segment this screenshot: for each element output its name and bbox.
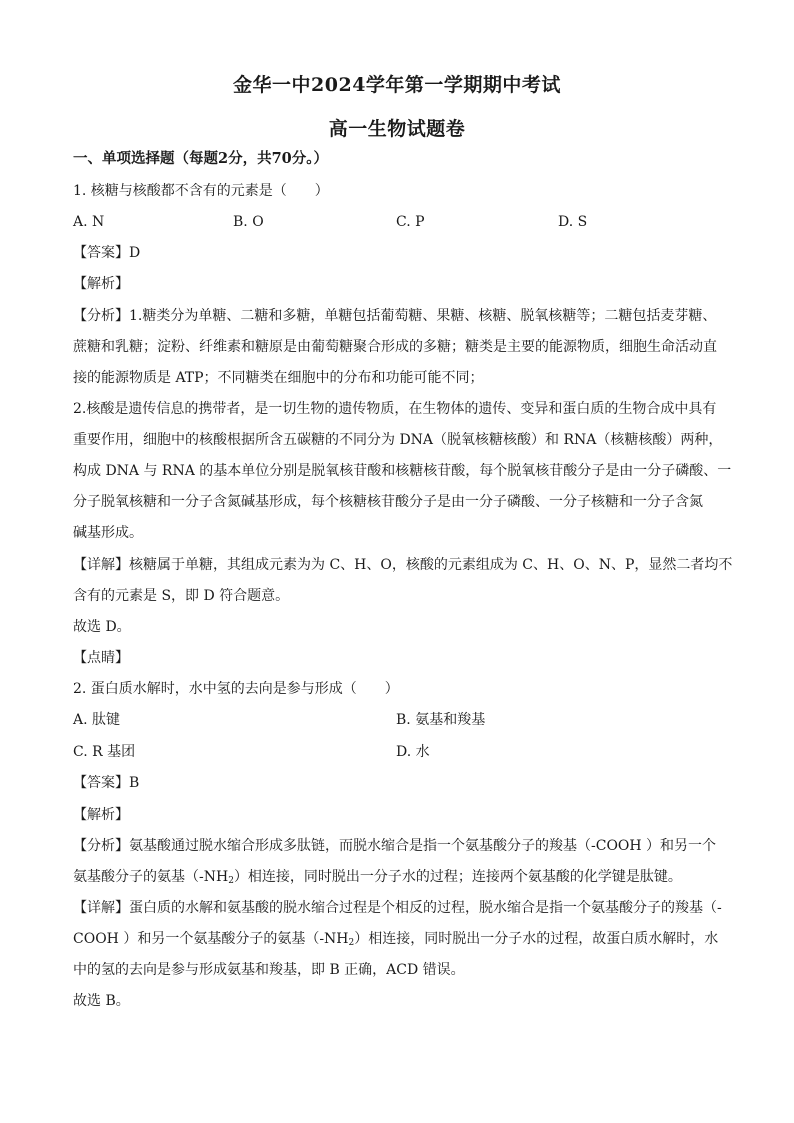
answer-value: B: [129, 775, 140, 791]
q1-detail-line: [73, 555, 733, 575]
q2-option-c: C. R 基团: [73, 744, 136, 760]
detail-tag: 【详解】: [73, 900, 129, 916]
q2-detail-line: 中的氢的去向是参与形成氨基和羧基，即 B 正确，ACD 错误。: [73, 962, 465, 978]
q2-analysis-line: [73, 867, 723, 887]
q1-analysis-line: 接的能源物质是 ATP；不同糖类在细胞中的分布和功能可能不同；: [73, 370, 484, 386]
detail-text: ）相连接，同时脱出一分子水的过程，故蛋白质水解时，水: [354, 931, 719, 947]
detail-text: COOH ）和另一个氨基酸分子的氨基（-NH: [73, 931, 349, 947]
q1-conclusion: 故选 D。: [73, 619, 131, 635]
q1-analysis-line: 分子脱氧核糖和一分子含氮碱基形成，每个核糖核苷酸分子是由一分子磷酸、一分子核糖和一分子含氮: [73, 494, 703, 510]
q1-analysis-line: [73, 306, 723, 326]
analysis-text: 氨基酸通过脱水缩合形成多肽链，而脱水缩合是指一个氨基酸分子的羧基（-COOH ）和另一个: [129, 838, 717, 854]
q1-option-b: B. O: [233, 214, 264, 230]
q1-analysis-line: 构成 DNA 与 RNA 的基本单位分别是脱氧核苷酸和核糖核苷酸，每个脱氧核苷酸分子是由一分子磷酸、一: [73, 463, 732, 479]
analysis-text: 氨基酸分子的氨基（-NH: [73, 869, 229, 885]
q2-detail-line: [73, 898, 723, 918]
q1-comment-tag: 【点睛】: [73, 650, 129, 666]
section-heading: 一、单项选择题（每题2分，共70分。）: [73, 150, 329, 167]
q1-analysis-line: 碱基形成。: [73, 525, 143, 541]
q1-analysis-line: 重要作用，细胞中的核酸根据所含五碳糖的不同分为 DNA（脱氧核糖核酸）和 RNA（核糖核酸）两种，: [73, 432, 723, 448]
analysis-text: ）相连接，同时脱出一分子水的过程；连接两个氨基酸的化学键是肽键。: [233, 869, 682, 885]
analysis-tag: 【分析】: [73, 308, 129, 324]
q2-analysis-label: 【解析】: [73, 807, 129, 823]
q1-answer: [73, 243, 723, 263]
detail-text: 蛋白质的水解和氨基酸的脱水缩合过程是个相反的过程，脱水缩合是指一个氨基酸分子的羧基（-: [129, 900, 722, 916]
subscript: 2: [348, 938, 355, 948]
q1-analysis-label: 【解析】: [73, 276, 129, 292]
answer-tag: 【答案】: [73, 775, 129, 791]
q2-option-d: D. 水: [396, 744, 430, 760]
analysis-text: 1.糖类分为单糖、二糖和多糖，单糖包括葡萄糖、果糖、核糖、脱氧核糖等；二糖包括麦芽糖、: [129, 308, 717, 324]
q1-analysis-line: 蔗糖和乳糖；淀粉、纤维素和糖原是由葡萄糖聚合形成的多糖；糖类是主要的能源物质，细胞生命活动直: [73, 339, 717, 355]
question-1-stem: 1. 核糖与核酸都不含有的元素是（ ）: [73, 183, 329, 199]
q2-answer: [73, 773, 723, 793]
q2-option-b: B. 氨基和羧基: [396, 712, 486, 728]
detail-text: 核糖属于单糖，其组成元素为为 C、H、O，核酸的元素组成为 C、H、O、N、P，显然二者均不: [129, 557, 733, 573]
q1-option-c: C. P: [396, 214, 425, 230]
subscript: 2: [228, 876, 234, 886]
q1-detail-line: 含有的元素是 S，即 D 符合题意。: [73, 588, 290, 604]
q1-option-d: D. S: [558, 214, 588, 230]
detail-tag: 【详解】: [73, 557, 129, 573]
q1-option-a: A. N: [73, 214, 105, 230]
exam-title: 金华一中2024学年第一学期期中考试: [233, 74, 561, 96]
q2-conclusion: 故选 B。: [73, 993, 130, 1009]
question-2-stem: 2. 蛋白质水解时，水中氢的去向是参与形成（ ）: [73, 681, 399, 697]
q2-detail-line: [73, 929, 723, 949]
analysis-tag: 【分析】: [73, 838, 129, 854]
q1-analysis-line: 2.核酸是遗传信息的携带者，是一切生物的遗传物质，在生物体的遗传、变异和蛋白质的生物合成中具有: [73, 401, 717, 417]
q2-option-a: A. 肽键: [73, 712, 121, 728]
answer-tag: 【答案】: [73, 245, 129, 261]
answer-value: D: [129, 245, 141, 261]
q2-analysis-line: [73, 836, 723, 856]
exam-subtitle: 高一生物试题卷: [328, 118, 466, 140]
